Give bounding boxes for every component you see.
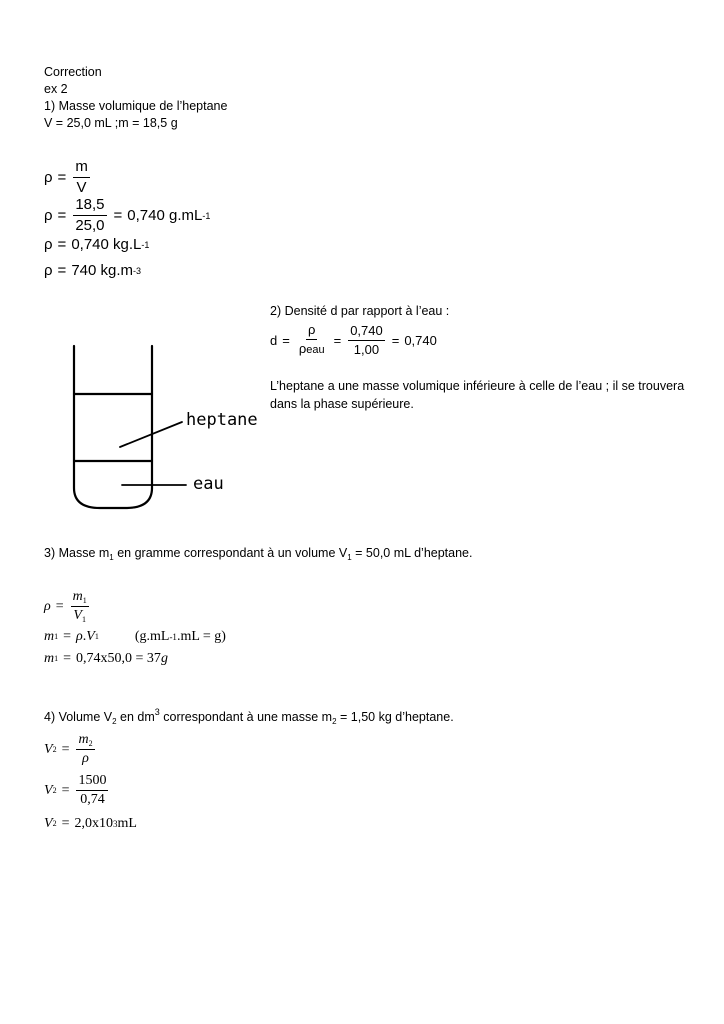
- q1-formula-4: ρ = 740 kg.m -3: [44, 262, 142, 279]
- test-tube-outline: [74, 346, 152, 508]
- q4-heading: 4) Volume $V_2$ en $dm^3$ correspondant à une masse $m_2 = 1,50$ kg d’heptane.: [44, 707, 454, 726]
- q3-formula-2: m 1 = ρ . V 1 (g.mL -1 .mL = g): [44, 629, 226, 644]
- q2-explanation-line2: dans la phase supérieure.: [270, 397, 414, 411]
- q4-formula-1: V 2 = $\frac{m_2}{\rho}$: [44, 732, 93, 766]
- q3-heading: 3) Masse $m_1$ en gramme correspondant à un volume $V_1 = 50,0$ mL d’heptane.: [44, 546, 473, 562]
- q3-formula-1: ρ = $\frac{m_1}{V_1}$: [44, 589, 87, 624]
- q1-formula-3: ρ = 0,740 kg.L -1: [44, 236, 150, 253]
- q2-formula: d = $\frac{\rho}{\text{ρeau}}$ = $\frac{0,740}{1,00}$ = 0,740: [270, 322, 437, 357]
- q1-heading: 1) Masse volumique de l’heptane: [44, 99, 228, 113]
- label-heptane: heptane: [186, 410, 258, 430]
- q2-explanation-line1: L’heptane a une masse volumique inférieure à celle de l’eau ; il se trouvera: [270, 379, 685, 393]
- q4-formula-3: V 2 = 2,0x10 3 mL: [44, 816, 137, 831]
- q1-formula-2: ρ = $\frac{18,5}{25,0}$ = 0,740 g.mL -1: [44, 196, 211, 234]
- q2-heading: 2) Densité d par rapport à l’eau :: [270, 304, 450, 318]
- label-eau: eau: [193, 474, 224, 494]
- exercise-label: ex 2: [44, 82, 68, 96]
- q4-formula-2: V 2 = $\frac{1500}{0,74}$: [44, 773, 107, 807]
- q1-given: V = 25,0 mL ;m = 18,5 g: [44, 116, 178, 130]
- q1-formula-1: ρ = $\frac{m}{V}$: [44, 158, 88, 196]
- q3-formula-3: m 1 = 0,74x50,0 = 37 g: [44, 651, 168, 666]
- document-title: Correction: [44, 65, 102, 79]
